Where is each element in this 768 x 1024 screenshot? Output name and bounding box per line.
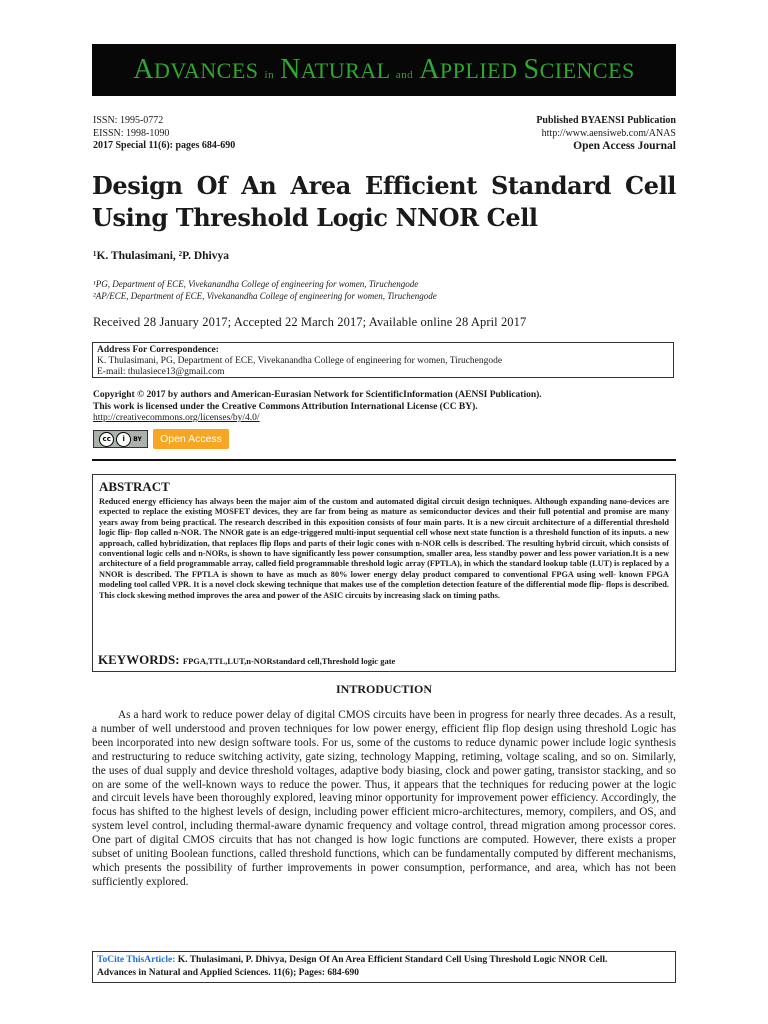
paper-title: Design Of An Area Efficient Standard Cell Using Threshold Logic NNOR Cell (92, 171, 676, 232)
abstract-text: Reduced energy efficiency has always been the major aim of the custom and automated digital circuit design techniques. Although expanding nano-devices are expected to replace the existing MOSFET devices, they are far from being as mature as semiconductor devices and their full potential and promise are many years away from being practical. The research described in this exposition consists of four main parts. It is a new circuit architecture of a differential threshold logic flip- flop called n-NOR. The NNOR gate is an edge-triggered multi-input sequential cell whose next state function is a threshold function of its inputs. a new approach, called hybridization, that replaces flip flops and parts of their logic cones with n-NOR cells is described. The resulting hybrid circuit, which consists of conventional logic cells and n-NORs, is shown to have significantly less power consumption, smaller area, less standby power and less power variation.It is a new architecture of a field programmable array, called field programmable threshold logic array (FPTLA), in which the standard lookup table (LUT) is replaced by a NNOR is described. The FPTLA is shown to have as much as 80% lower energy delay product compared to conventional FPGA using well- known FPGA modeling tool called VPR. It is a novel clock skewing technique that makes use of the completion detection feature of the differential mode flip- flops is described. This clock skewing method improves the area and power of the ASIC circuits by increasing slack on timing paths. (99, 497, 669, 600)
citation-text: K. Thulasimani, P. Dhivya, Design Of An Area Efficient Standard Cell Using Threshold Logic NNOR Cell. (177, 955, 608, 965)
correspondence-email: E-mail: thulasiece13@gmail.com (97, 367, 225, 377)
publication-dates: Received 28 January 2017; Accepted 22 March 2017; Available online 28 April 2017 (93, 315, 527, 329)
cc-icon: cc (99, 432, 114, 447)
cc-badge-label: BY (133, 435, 142, 443)
affiliations (93, 278, 437, 302)
introduction-text: As a hard work to reduce power delay of digital CMOS circuits have been in progress for nearly three decades. As a result, a number of well understood and proven techniques for low power energy, efficient flip flop design using threshold Logic has been incorporated into new design software tools. For us, some of the customs to reduce dynamic power include logic synthesis and restructuring to reduce switching activity, gate sizing, technology Mapping, retiming, voltage scaling, and so on. Similarly, the uses of dual supply and device threshold voltages, adaptive body biasing, clock and power gating, transistor stacking, and so on are some of the well-known ways to reduce the power. Thus, it appears that the techniques for reducing power at the logic and circuit levels have been thoroughly explored, leaving minor opportunity for improvement power efficiency. Accordingly, the focus has shifted to the highest levels of design, including power efficient micro-architectures, memory, compilers, and OS, and system level control, including thermal-aware dynamic frequency and voltage control, thread migration among processor cores. One part of digital CMOS circuits that has not changed is how logic functions are computed. However, there exists a proper subset of uniting Boolean functions, called threshold functions, which can be fundamentally computed by different mechanisms, which presents the possibility of further improvements in power consumption, performance, and area, which has not been sufficiently explored. (92, 709, 676, 888)
keywords-label: KEYWORDS: (98, 652, 180, 667)
volume-pages: 2017 Special 11(6): pages 684-690 (93, 140, 236, 151)
citation-line-2: Advances in Natural and Applied Sciences. 11(6); Pages: 684-690 (97, 967, 360, 978)
correspondence-address: K. Thulasimani, PG, Department of ECE, Vivekanandha College of engineering for women, Tiruchengode (97, 356, 503, 366)
section-divider (92, 459, 676, 461)
journal-banner (92, 44, 676, 96)
person-icon: i (116, 432, 131, 447)
journal-url-link[interactable]: http://www.aensiweb.com/ANAS (541, 127, 676, 139)
authors: ¹K. Thulasimani, ²P. Dhivya (93, 250, 229, 262)
open-access-badge[interactable]: Open Access (153, 429, 229, 449)
license-line: This work is licensed under the Creative Commons Attribution International License (CC BY). (93, 401, 478, 412)
eissn: EISSN: 1998-1090 (93, 127, 170, 139)
cc-by-badge[interactable] (93, 430, 148, 448)
correspondence-heading: Address For Correspondence: (97, 345, 219, 355)
abstract-heading: ABSTRACT (99, 479, 170, 494)
affiliation-1: ¹PG, Department of ECE, Vivekanandha College of engineering for women, Tiruchengode (93, 279, 419, 289)
banner-title: ADVANCES in NATURAL and APPLIED SCIENCES (133, 54, 635, 85)
citation-line-1 (97, 954, 671, 967)
keywords (98, 652, 395, 668)
keywords-value: FPGA,TTL,LUT,n-NORstandard cell,Threshold logic gate (182, 656, 396, 666)
issn: ISSN: 1995-0772 (93, 115, 164, 126)
copyright-notice (93, 390, 542, 425)
journal-identifiers (93, 115, 235, 153)
publisher: Published BYAENSI Publication (536, 115, 676, 126)
correspondence-box (92, 342, 674, 378)
citation-label: ToCite ThisArticle: (97, 955, 176, 965)
affiliation-2: ²AP/ECE, Department of ECE, Vivekanandha College of engineering for women, Tiruchengode (93, 291, 437, 301)
introduction-heading: INTRODUCTION (335, 682, 432, 696)
license-link[interactable]: http://creativecommons.org/licenses/by/4.0/ (93, 413, 260, 423)
open-access-label: Open Access Journal (573, 140, 676, 152)
abstract-box (92, 474, 676, 672)
publisher-info (536, 115, 676, 153)
copyright-line: Copyright © 2017 by authors and American-Eurasian Network for ScientificInformation (AENSI Publication). (93, 390, 542, 400)
citation-box (92, 951, 676, 983)
